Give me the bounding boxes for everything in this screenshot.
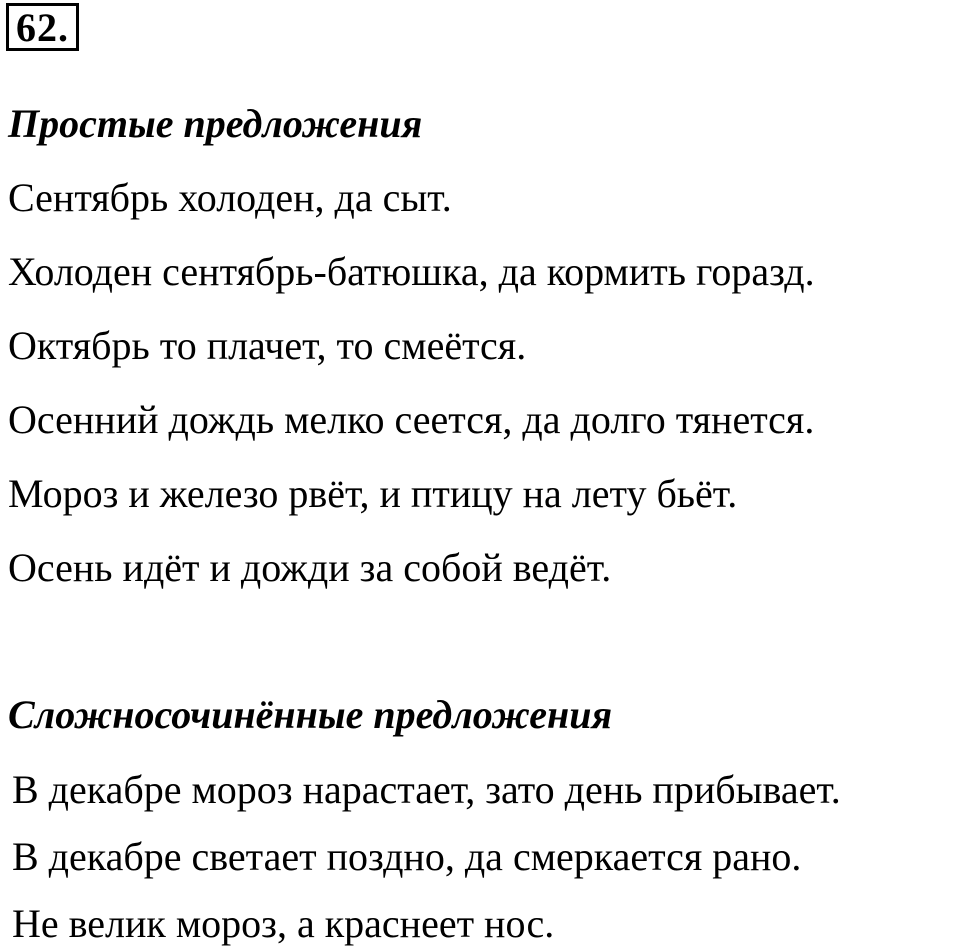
sentence-line: Холоден сентябрь-батюшка, да кормить горазд. — [8, 249, 815, 294]
sentence-line: Октябрь то плачет, то смеётся. — [8, 323, 527, 368]
task-number: 62. — [6, 3, 79, 51]
section-heading-compound: Сложносочинённые предложения — [8, 692, 613, 737]
sentence-line: В декабре мороз нарастает, зато день прибывает. — [12, 767, 841, 812]
sentence-line: Осенний дождь мелко сеется, да долго тянется. — [8, 397, 815, 442]
section-heading-simple: Простые предложения — [8, 101, 423, 146]
sentence-line: В декабре светает поздно, да смеркается рано. — [12, 834, 802, 879]
sentence-line: Мороз и железо рвёт, и птицу на лету бьёт. — [8, 471, 738, 516]
sentence-line: Не велик мороз, а краснеет нос. — [12, 901, 555, 946]
sentence-line: Сентябрь холоден, да сыт. — [8, 175, 452, 220]
sentence-line: Осень идёт и дожди за собой ведёт. — [8, 545, 612, 590]
